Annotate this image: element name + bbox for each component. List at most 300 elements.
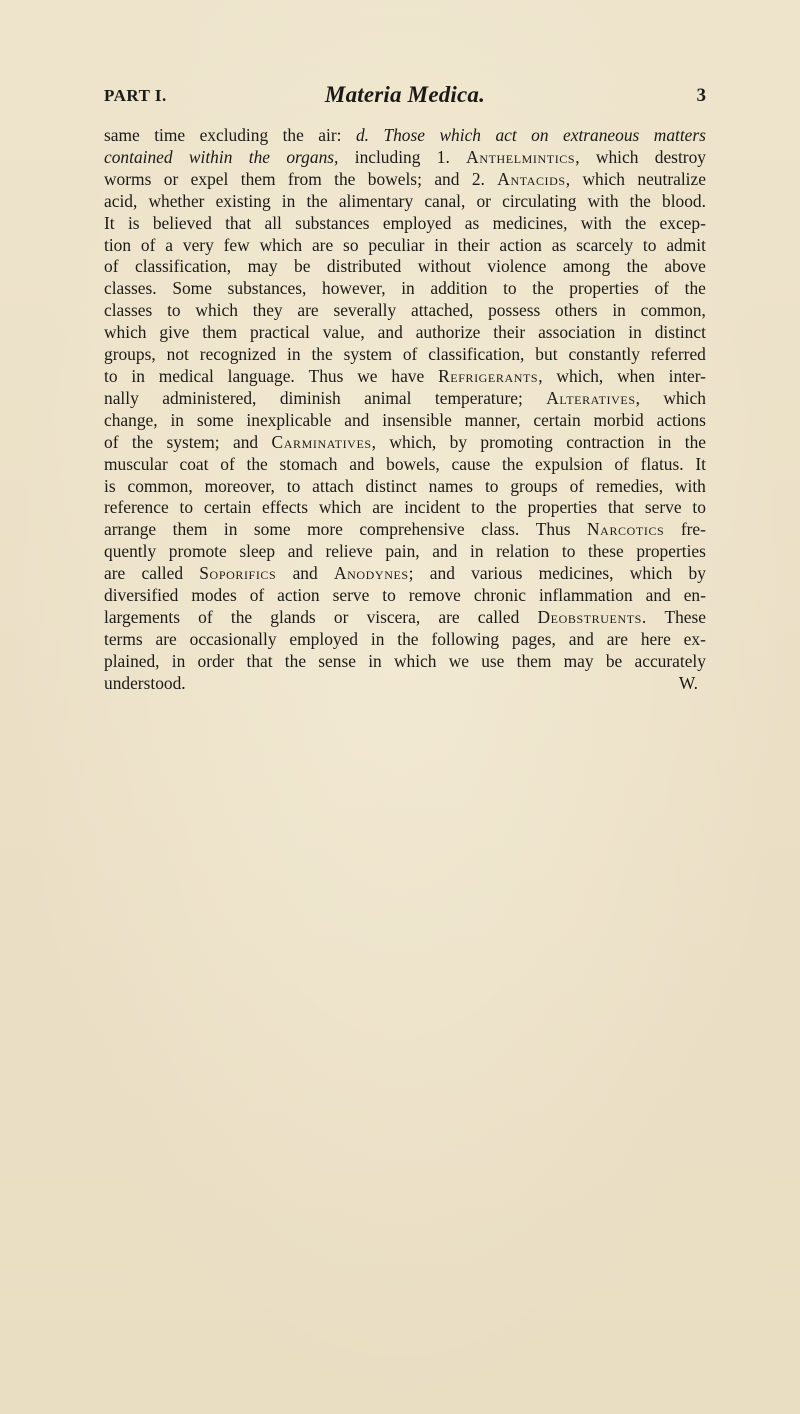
word: [199, 563, 276, 585]
text-line: [104, 454, 706, 476]
word-text: which,: [556, 365, 604, 386]
word-text: stomach: [279, 453, 338, 474]
word: [282, 191, 296, 213]
word: [247, 454, 268, 476]
word: [128, 213, 140, 235]
word-text: are: [372, 497, 394, 518]
word-text: 2.: [471, 168, 485, 189]
word-text: and: [344, 409, 370, 430]
word-text: which: [318, 497, 362, 518]
word-text: is: [127, 212, 140, 233]
word: [325, 541, 372, 563]
word-text: of: [198, 606, 213, 627]
word: [162, 388, 256, 410]
word: [228, 366, 295, 388]
word: [200, 125, 269, 147]
word: [496, 541, 549, 563]
word: [502, 454, 523, 476]
word-text: groups: [510, 475, 558, 496]
word-text: are: [606, 628, 628, 649]
word: [663, 388, 706, 410]
word: [389, 432, 436, 454]
word: [570, 476, 585, 498]
part-label: PART I.: [104, 86, 167, 105]
final-line: [104, 673, 706, 695]
word: [533, 410, 580, 432]
word: [657, 410, 706, 432]
word: [104, 454, 168, 476]
word-text: them: [202, 322, 238, 343]
word: [641, 454, 684, 476]
word: [566, 432, 644, 454]
word: [411, 300, 473, 322]
word-text: in: [281, 190, 296, 211]
word-text: bowels;: [367, 168, 422, 189]
word: [651, 344, 706, 366]
word-text: Anodynes: [333, 563, 409, 584]
word: [655, 147, 706, 169]
word-text: to: [167, 300, 181, 321]
word: [666, 235, 706, 257]
page-title: Materia Medica.: [324, 82, 486, 107]
word-text: groups,: [104, 344, 156, 365]
word-text: in: [612, 300, 626, 321]
word-text: are: [311, 234, 334, 255]
word-text: with: [587, 190, 619, 211]
word-text: with: [580, 212, 612, 233]
word: [132, 432, 153, 454]
word: [280, 388, 341, 410]
text-line: [104, 585, 706, 607]
text-line: [104, 366, 706, 388]
word-text: the: [684, 431, 706, 452]
word: [394, 651, 437, 673]
word-text: be: [294, 256, 311, 277]
word: [499, 235, 542, 257]
text-line: [104, 432, 706, 454]
word: [537, 607, 646, 629]
word-text: them: [240, 168, 276, 189]
word-text: inexplicable: [246, 409, 332, 430]
word: [104, 629, 143, 651]
word: [246, 410, 331, 432]
word-text: association: [538, 322, 616, 343]
word: [142, 563, 184, 585]
word: [439, 125, 481, 147]
word: [397, 629, 418, 651]
word-text: and: [645, 585, 671, 606]
word: [563, 256, 610, 278]
word-text: insensible: [382, 409, 452, 430]
word-text: system;: [166, 431, 220, 452]
word: [104, 256, 119, 278]
text-line: [104, 322, 706, 344]
word: [692, 497, 706, 519]
word-text: of: [220, 453, 235, 474]
word-text: reference: [104, 497, 169, 518]
word: [646, 585, 671, 607]
word: [191, 585, 236, 607]
word-text: animal: [364, 387, 412, 408]
word: [645, 497, 682, 519]
word-text: which,: [389, 431, 437, 452]
word-text: they: [252, 300, 283, 321]
word-text: of: [402, 344, 418, 365]
word-text: order: [197, 650, 235, 671]
word: [153, 213, 212, 235]
word-text: admit: [666, 234, 706, 255]
word-text: change,: [104, 409, 158, 430]
running-header: [104, 82, 706, 112]
word: [569, 278, 639, 300]
word: [339, 191, 413, 213]
word: [104, 497, 169, 519]
word-text: the: [230, 606, 253, 627]
text-line: [104, 410, 706, 432]
word-text: common,: [127, 475, 193, 496]
word: [612, 300, 626, 322]
word: [531, 125, 548, 147]
word-text: Deobstruents: [537, 606, 642, 627]
word-text: air:: [318, 125, 342, 145]
word: [287, 344, 301, 366]
word: [180, 497, 194, 519]
word-text: tion: [104, 234, 132, 255]
word: [159, 322, 189, 344]
word-text: their: [493, 322, 526, 343]
word: [371, 629, 385, 651]
word: [231, 607, 252, 629]
author-signature: W.: [678, 672, 698, 693]
word: [241, 169, 276, 191]
word-text: the: [397, 628, 419, 649]
word-text: medical: [158, 365, 214, 386]
word: [165, 235, 173, 257]
word-text: arrange: [104, 519, 157, 540]
word: [587, 519, 664, 541]
word-text: quently: [104, 541, 157, 562]
word: [318, 125, 341, 147]
word: [372, 497, 393, 519]
word-text: in: [370, 628, 385, 649]
word-text: various: [471, 563, 523, 584]
text-line: [104, 147, 706, 169]
word: [264, 213, 281, 235]
final-line-text: understood.: [104, 672, 186, 693]
word: [695, 454, 706, 476]
word: [104, 607, 180, 629]
word-text: diminish: [279, 387, 341, 408]
word-text: believed: [152, 212, 212, 233]
word: [104, 300, 152, 322]
word-text: called: [141, 563, 184, 584]
word-text: attach: [312, 475, 354, 496]
word-text: en-: [683, 585, 706, 606]
word-text: fre-: [680, 519, 706, 540]
word: [641, 300, 706, 322]
word: [428, 344, 524, 366]
word-text: in: [286, 344, 301, 365]
body-text: [104, 125, 706, 695]
word-text: pain,: [385, 541, 420, 562]
word-text: or: [333, 606, 349, 627]
word: [260, 235, 303, 257]
word-text: organs,: [286, 146, 339, 167]
word: [202, 322, 237, 344]
word-text: Some: [172, 278, 212, 299]
word-text: time: [154, 125, 186, 145]
word: [288, 541, 313, 563]
word-text: called: [477, 606, 520, 627]
word-text: above: [664, 256, 706, 277]
word-text: chronic: [473, 585, 526, 606]
word-text: muscular: [104, 453, 168, 474]
word-text: the: [501, 453, 524, 474]
text-line: [104, 541, 706, 563]
word-text: Anthelmintics: [466, 146, 576, 167]
word: [685, 432, 706, 454]
word: [104, 125, 140, 147]
text-line: [104, 497, 706, 519]
word: [356, 125, 369, 147]
word-text: acid,: [104, 190, 138, 211]
word: [368, 651, 382, 673]
word: [437, 147, 450, 169]
word: [404, 497, 460, 519]
word-text: which: [393, 650, 437, 671]
word-text: bowels,: [386, 453, 440, 474]
word: [205, 476, 275, 498]
word-text: be: [605, 650, 623, 671]
word: [164, 169, 179, 191]
word-text: more: [307, 519, 343, 540]
word: [382, 410, 452, 432]
word: [322, 278, 386, 300]
text-line: [104, 519, 706, 541]
word-text: here: [640, 628, 671, 649]
word: [200, 344, 276, 366]
word-text: certain: [533, 409, 581, 430]
word-text: viscera,: [366, 606, 421, 627]
word: [539, 563, 614, 585]
word-text: however,: [322, 278, 386, 299]
word-text: and: [434, 168, 460, 189]
word: [532, 278, 553, 300]
word: [364, 388, 411, 410]
word: [658, 432, 672, 454]
word: [319, 497, 362, 519]
word: [660, 213, 706, 235]
word-text: Thus: [535, 519, 571, 540]
word-text: of: [569, 475, 585, 496]
word: [385, 541, 419, 563]
word-text: authorize: [415, 322, 481, 343]
word-text: to: [642, 234, 657, 255]
word-text: which: [663, 387, 706, 408]
word: [416, 322, 481, 344]
word-text: the: [248, 146, 271, 167]
word-text: and: [568, 628, 594, 649]
word: [104, 432, 119, 454]
word-text: in: [401, 278, 415, 299]
word-text: value,: [322, 322, 365, 343]
word-text: and: [377, 322, 403, 343]
word-text: common,: [640, 300, 706, 321]
word: [104, 541, 156, 563]
word: [493, 322, 525, 344]
word: [224, 235, 250, 257]
text-line: [104, 344, 706, 366]
word-text: relieve: [325, 541, 373, 562]
word: [167, 344, 189, 366]
word-text: Refrigerants: [438, 365, 539, 386]
word: [535, 344, 557, 366]
word-text: a: [165, 234, 174, 255]
word: [563, 125, 639, 147]
word-text: Those: [383, 125, 425, 145]
word: [614, 454, 629, 476]
word: [172, 278, 212, 300]
word-text: manner,: [464, 409, 521, 430]
word: [429, 476, 473, 498]
word: [480, 432, 552, 454]
word: [104, 366, 118, 388]
word-text: to: [692, 497, 706, 518]
word-text: act: [495, 125, 517, 145]
word: [485, 476, 499, 498]
word-text: employed: [289, 628, 358, 649]
word-text: action: [499, 234, 542, 255]
word-text: constantly: [568, 344, 640, 365]
word: [368, 235, 424, 257]
word: [104, 169, 151, 191]
text-line: [104, 651, 706, 673]
word: [684, 585, 706, 607]
word: [418, 256, 471, 278]
word-text: as: [551, 234, 567, 255]
word: [689, 563, 706, 585]
word-text: medicines,: [538, 563, 614, 584]
word-text: blood.: [662, 190, 706, 211]
word-text: with: [674, 475, 706, 496]
word-text: to: [179, 497, 194, 518]
word-text: which: [629, 563, 673, 584]
word: [596, 147, 639, 169]
word-text: of: [140, 234, 156, 255]
word: [224, 519, 238, 541]
word: [588, 191, 619, 213]
word: [344, 344, 392, 366]
word-text: the: [311, 344, 333, 365]
word-text: promoting: [480, 431, 553, 452]
word-text: referred: [650, 344, 706, 365]
word: [630, 563, 673, 585]
word: [312, 476, 354, 498]
word: [487, 256, 546, 278]
word: [481, 651, 504, 673]
word: [167, 432, 220, 454]
word: [470, 541, 484, 563]
word-text: may: [247, 256, 278, 277]
word-fragment: ,: [635, 387, 640, 408]
word-text: Carminatives: [271, 431, 372, 452]
word: [607, 629, 628, 651]
word: [432, 541, 457, 563]
word: [323, 322, 365, 344]
word: [246, 651, 272, 673]
word-text: very: [182, 234, 214, 255]
word-text: from: [287, 168, 322, 189]
word-text: relation: [496, 541, 550, 562]
word-text: terms: [104, 628, 143, 649]
word-text: inter-: [668, 365, 706, 386]
word-text: among: [562, 256, 611, 277]
word: [349, 454, 374, 476]
word: [662, 191, 706, 213]
word: [596, 476, 663, 498]
word: [104, 563, 125, 585]
word: [228, 278, 307, 300]
word: [172, 651, 186, 673]
word-text: properties: [569, 278, 639, 299]
word: [248, 256, 278, 278]
word: [517, 651, 552, 673]
text-line: [104, 607, 706, 629]
word-text: cause: [451, 453, 491, 474]
word-text: use: [481, 650, 505, 671]
word-text: of: [249, 585, 265, 606]
word: [367, 607, 421, 629]
word-text: Narcotics: [587, 519, 665, 540]
word: [272, 432, 377, 454]
word: [503, 278, 517, 300]
word-text: are: [297, 300, 319, 321]
word-text: action: [277, 585, 320, 606]
word: [643, 235, 657, 257]
word: [198, 607, 213, 629]
word: [216, 191, 271, 213]
word-text: promote: [168, 541, 227, 562]
word: [539, 585, 633, 607]
word-text: medicines,: [492, 212, 568, 233]
word: [270, 607, 315, 629]
word: [286, 147, 338, 169]
word-text: without: [417, 256, 471, 277]
word: [225, 213, 251, 235]
word: [170, 410, 184, 432]
word-text: plained,: [104, 650, 160, 671]
word-text: the: [684, 278, 706, 299]
text-line: [104, 563, 706, 585]
word: [510, 476, 557, 498]
word: [104, 278, 157, 300]
word: [197, 410, 234, 432]
word-text: their: [457, 234, 490, 255]
word-text: that: [607, 497, 635, 518]
word-text: whether: [148, 190, 205, 211]
word-text: expel: [190, 168, 229, 189]
word: [173, 519, 208, 541]
word-text: comprehensive: [359, 519, 465, 540]
word-text: circulating: [502, 190, 577, 211]
word-text: in: [368, 650, 382, 671]
word: [681, 519, 706, 541]
word: [536, 519, 571, 541]
word-text: possess: [488, 300, 541, 321]
word: [104, 147, 173, 169]
word: [195, 300, 238, 322]
word: [327, 256, 401, 278]
